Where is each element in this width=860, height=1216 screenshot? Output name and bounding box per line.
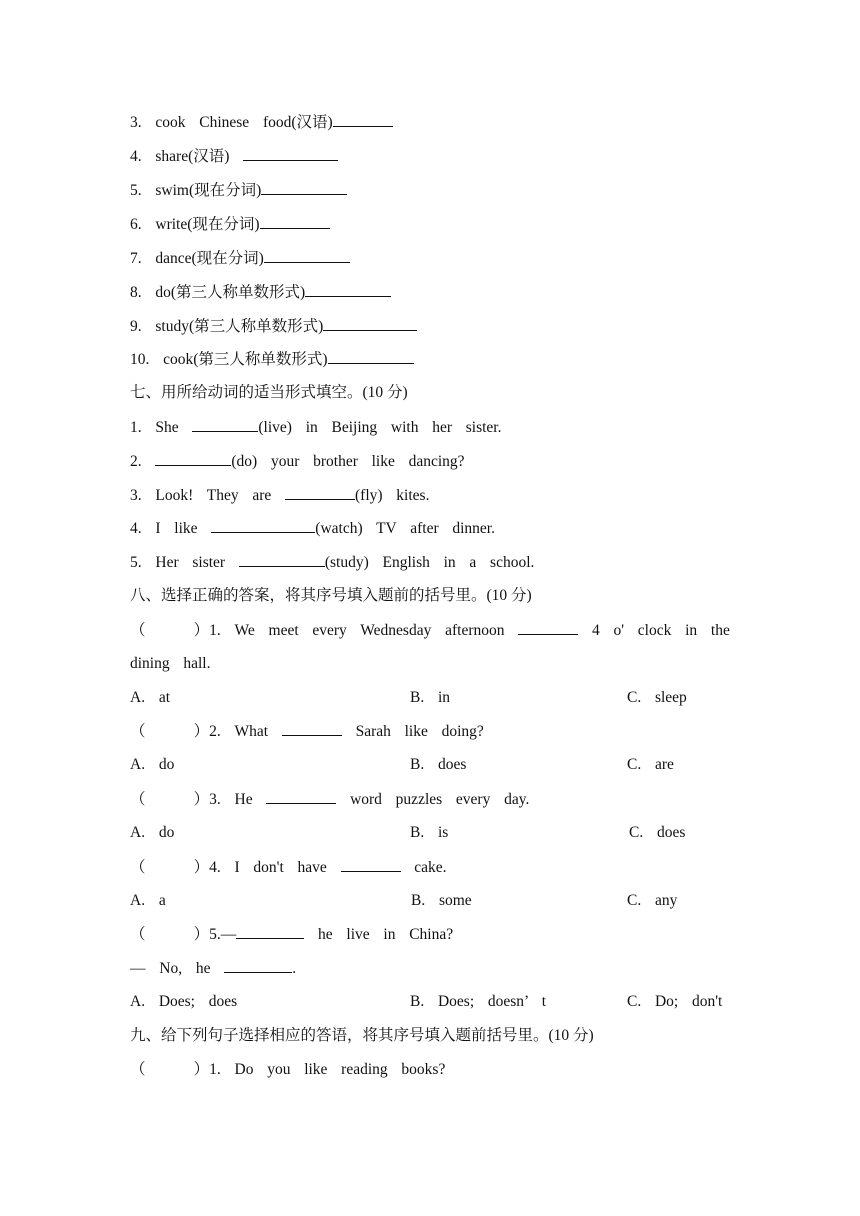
- question-line: 3. Look! They are (fly) kites.: [130, 487, 430, 504]
- answer-blank[interactable]: [192, 417, 258, 432]
- question-line: 4. share(汉语): [130, 146, 338, 167]
- answer-blank[interactable]: [282, 721, 342, 736]
- option-a: A. at: [130, 689, 171, 706]
- question-line: 10. cook(第三人称单数形式): [130, 349, 414, 370]
- option-b: B. in: [410, 689, 451, 706]
- question-line: 3. cook Chinese food(汉语): [130, 112, 393, 133]
- option-a: A. a: [130, 892, 166, 909]
- option-c: C. are: [627, 756, 674, 773]
- question-continuation: dining hall.: [130, 655, 211, 672]
- answer-blank[interactable]: [211, 518, 315, 533]
- answer-blank[interactable]: [305, 282, 391, 297]
- answer-blank[interactable]: [260, 214, 330, 229]
- question-line: （ ）1. We meet every Wednesday afternoon 4 o' clock in the: [130, 622, 730, 639]
- answer-blank[interactable]: [224, 958, 292, 973]
- answer-blank[interactable]: [243, 146, 338, 161]
- option-c: C. sleep: [627, 689, 687, 706]
- answer-blank[interactable]: [328, 349, 414, 364]
- answer-blank[interactable]: [236, 924, 304, 939]
- question-line: 9. study(第三人称单数形式): [130, 316, 417, 337]
- question-line: （ ）3. He word puzzles every day.: [130, 791, 530, 808]
- question-line: （ ）2. What Sarah like doing?: [130, 723, 484, 740]
- option-a: A. do: [130, 756, 175, 773]
- question-line: （ ）1. Do you like reading books?: [130, 1061, 446, 1078]
- answer-blank[interactable]: [264, 248, 350, 263]
- answer-blank[interactable]: [518, 620, 578, 635]
- option-b: B. some: [411, 892, 472, 909]
- option-a: A. Does; does: [130, 993, 238, 1010]
- section-heading: 九、给下列句子选择相应的答语，将其序号填入题前括号里。(10 分): [130, 1027, 594, 1044]
- option-c: C. any: [627, 892, 678, 909]
- answer-blank[interactable]: [323, 316, 417, 331]
- question-line: 2. (do) your brother like dancing?: [130, 453, 465, 470]
- section-heading: 七、用所给动词的适当形式填空。(10 分): [130, 384, 408, 401]
- answer-blank[interactable]: [341, 857, 401, 872]
- question-line: 1. She (live) in Beijing with her sister.: [130, 419, 502, 436]
- question-line: 4. I like (watch) TV after dinner.: [130, 520, 495, 537]
- answer-blank[interactable]: [266, 789, 336, 804]
- question-line: （ ）5.— he live in China?: [130, 926, 454, 943]
- option-b: B. is: [410, 824, 449, 841]
- answer-blank[interactable]: [155, 451, 231, 466]
- answer-blank[interactable]: [261, 180, 347, 195]
- answer-line: — No, he .: [130, 960, 297, 977]
- answer-blank[interactable]: [239, 552, 325, 567]
- question-line: 8. do(第三人称单数形式): [130, 282, 391, 303]
- question-line: 5. swim(现在分词): [130, 180, 347, 201]
- option-b: B. does: [410, 756, 467, 773]
- option-c: C. does: [629, 824, 686, 841]
- question-line: 7. dance(现在分词): [130, 248, 350, 269]
- question-line: （ ）4. I don't have cake.: [130, 859, 447, 876]
- question-line: 6. write(现在分词): [130, 214, 330, 235]
- option-c: C. Do; don't: [627, 993, 723, 1010]
- question-line: 5. Her sister (study) English in a school.: [130, 554, 535, 571]
- answer-blank[interactable]: [285, 485, 355, 500]
- option-a: A. do: [130, 824, 175, 841]
- answer-blank[interactable]: [333, 112, 393, 127]
- option-b: B. Does; doesn’ t: [410, 993, 547, 1010]
- section-heading: 八、选择正确的答案，将其序号填入题前的括号里。(10 分): [130, 587, 532, 604]
